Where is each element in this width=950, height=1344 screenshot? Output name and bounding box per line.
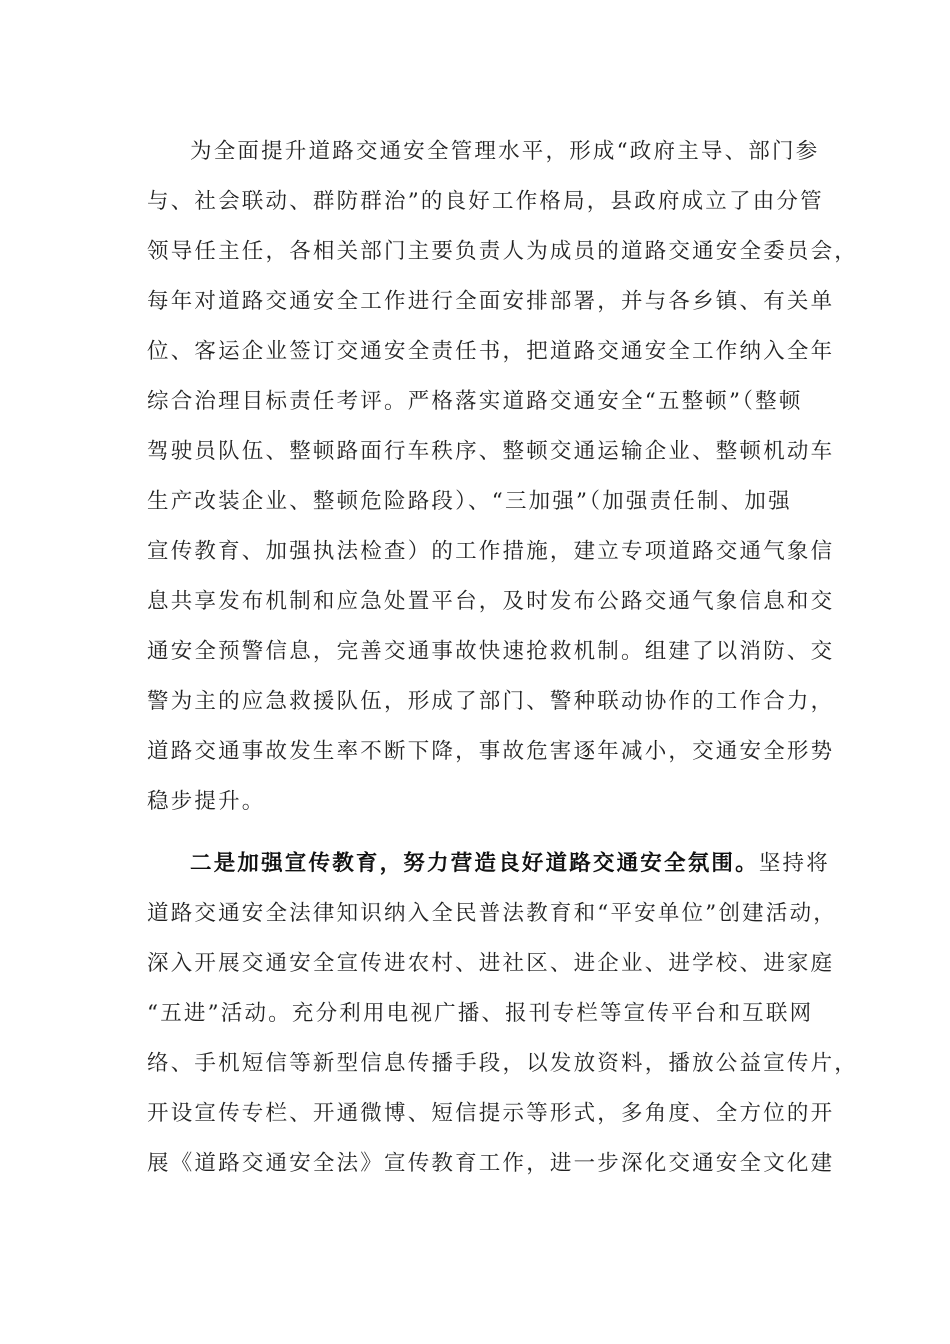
- paragraph-2-line: 展《道路交通安全法》宣传教育工作，进一步深化交通安全文化建: [147, 1151, 835, 1176]
- paragraph-1-line: 稳步提升。: [147, 789, 266, 814]
- paragraph-1-line: 与、社会联动、群防群治”的良好工作格局，县政府成立了由分管: [147, 189, 824, 214]
- paragraph-2-first-line-text: 坚持将: [758, 851, 830, 876]
- paragraph-2-line: 深入开展交通安全宣传进农村、进社区、进企业、进学校、进家庭: [147, 951, 835, 976]
- paragraph-1-line: 每年对道路交通安全工作进行全面安排部署，并与各乡镇、有关单: [147, 289, 835, 314]
- paragraph-2-line: “五进”活动。充分利用电视广播、报刊专栏等宣传平台和互联网: [147, 1001, 814, 1026]
- paragraph-2-heading: 二是加强宣传教育，努力营造良好道路交通安全氛围。: [190, 851, 759, 876]
- paragraph-2-line: 道路交通安全法律知识纳入全民普法教育和“平安单位”创建活动，: [147, 901, 837, 926]
- paragraph-1-line: 生产改装企业、整顿危险路段）、“三加强”（加强责任制、加强: [147, 489, 792, 514]
- paragraph-2-line: 络、手机短信等新型信息传播手段，以发放资料，播放公益宣传片，: [147, 1051, 859, 1076]
- paragraph-1-line: 为全面提升道路交通安全管理水平，形成“政府主导、部门参: [190, 139, 820, 164]
- paragraph-1-line: 宣传教育、加强执法检查）的工作措施，建立专项道路交通气象信: [147, 539, 835, 564]
- paragraph-2-first-line: [190, 839, 830, 889]
- paragraph-1-line: 通安全预警信息，完善交通事故快速抢救机制。组建了以消防、交: [147, 639, 835, 664]
- paragraph-1-line: 综合治理目标责任考评。严格落实道路交通安全“五整顿”（整顿: [147, 389, 803, 414]
- paragraph-1-line: 道路交通事故发生率不断下降，事故危害逐年减小，交通安全形势: [147, 739, 835, 764]
- paragraph-1-line: 息共享发布机制和应急处置平台，及时发布公路交通气象信息和交: [147, 589, 835, 614]
- paragraph-1-line: 驾驶员队伍、整顿路面行车秩序、整顿交通运输企业、整顿机动车: [147, 439, 835, 464]
- paragraph-1-line: 位、客运企业签订交通安全责任书，把道路交通安全工作纳入全年: [147, 339, 835, 364]
- paragraph-1-line: 警为主的应急救援队伍，形成了部门、警种联动协作的工作合力，: [147, 689, 835, 714]
- paragraph-2-line: 开设宣传专栏、开通微博、短信提示等形式，多角度、全方位的开: [147, 1101, 835, 1126]
- paragraph-1-line: 领导任主任，各相关部门主要负责人为成员的道路交通安全委员会，: [147, 239, 859, 264]
